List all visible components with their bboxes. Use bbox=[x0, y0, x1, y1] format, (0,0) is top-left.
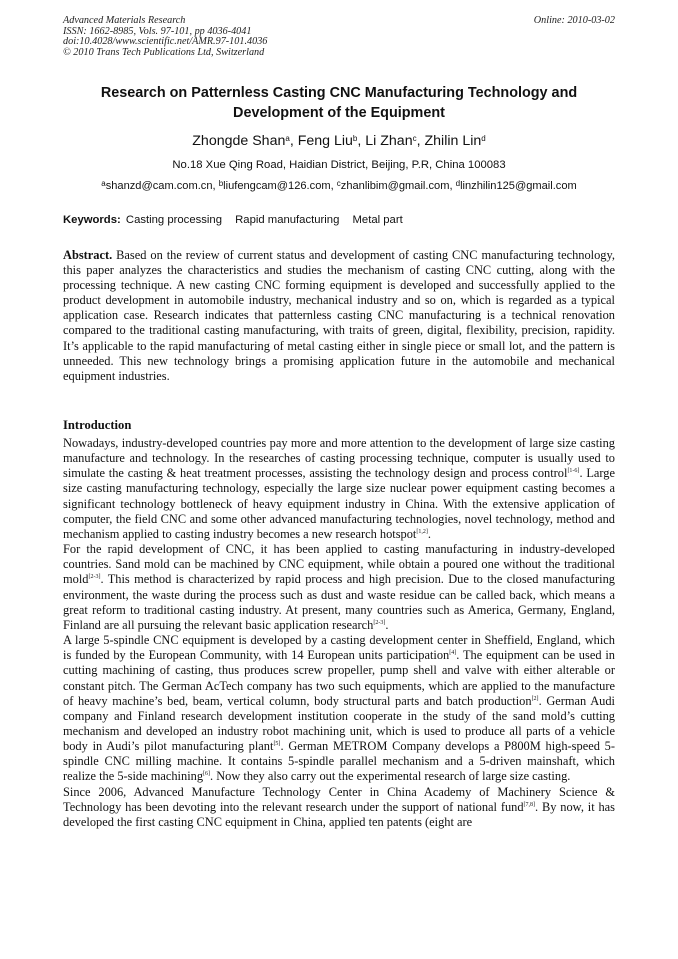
citation-ref[interactable]: [1-6] bbox=[567, 468, 580, 475]
body-paragraph bbox=[63, 785, 615, 830]
author-emails bbox=[63, 179, 615, 193]
email-link[interactable]: zhanlibim@gmail.com, bbox=[340, 180, 456, 192]
citation-ref[interactable]: [1,2] bbox=[416, 528, 428, 535]
keyword: Rapid manufacturing bbox=[235, 214, 340, 226]
body-text: . Now they also carry out the experimental research of large size casting. bbox=[210, 769, 571, 784]
journal-doi[interactable]: doi:10.4028/www.scientific.net/AMR.97-101.4036 bbox=[63, 36, 268, 48]
author-affiliation-mark: d bbox=[481, 134, 486, 143]
author-name: Zhilin Lin bbox=[424, 133, 482, 149]
citation-ref[interactable]: [4] bbox=[449, 650, 457, 657]
author-list bbox=[63, 132, 615, 150]
citation-ref[interactable]: [7,8] bbox=[523, 801, 536, 808]
citation-ref[interactable]: [6] bbox=[203, 771, 211, 778]
paper-title bbox=[63, 83, 615, 123]
author-name: Li Zhan bbox=[365, 133, 413, 149]
author-separator: , bbox=[357, 133, 366, 149]
body-text: . German METROM Company develops a P800M high-speed 5- spindle CNC milling machine. It contains 5-spindle parallel mechanism and a 5-driven mainshaft, which realize the 5-side machining bbox=[63, 739, 615, 784]
body-text: . This method is characterized by rapid process and high precision. Due to the closed manufacturing environment, the waste during the process such as dust and waste residue can be called back, which means a great reform to traditional casting industry. At present, many countries such as America, Germany, England, Finland are all pursuing the relevant basic application research bbox=[63, 572, 615, 632]
email-mark: d bbox=[455, 179, 461, 188]
keyword: Casting processing bbox=[125, 214, 222, 226]
email-link[interactable]: shanzd@cam.com.cn, bbox=[105, 180, 219, 192]
body-text: . bbox=[427, 526, 431, 541]
abstract bbox=[63, 248, 615, 384]
author-affiliation-mark: c bbox=[412, 134, 417, 143]
title-line-1: Research on Patternless Casting CNC Manufacturing Technology and bbox=[100, 85, 578, 101]
email-link[interactable]: liufengcam@126.com, bbox=[223, 180, 337, 192]
keywords-label: Keywords: bbox=[63, 214, 121, 226]
body-text: . Large size casting manufacturing technology, especially the large size nuclear power equipment casting becomes a significant technology bottleneck of heavy equipment industry in China. With the extensive application of computer, the field CNC and some other advanced manufacturing technologies, novel technology, method and mechanism applied to casting industry becomes a new research hotspot bbox=[63, 466, 615, 541]
author-name: Feng Liu bbox=[297, 133, 353, 149]
body-paragraph bbox=[63, 633, 615, 785]
author-separator: , bbox=[289, 133, 298, 149]
body-text: A large 5-spindle CNC equipment is developed by a casting development center in Sheffield, England, which is funded by the European Community, with 14 European units participation bbox=[63, 633, 615, 663]
section-heading-introduction: Introduction bbox=[63, 418, 132, 432]
body-text: . bbox=[385, 617, 389, 632]
journal-copyright: © 2010 Trans Tech Publications Ltd, Switzerland bbox=[63, 46, 265, 58]
citation-ref[interactable]: [5] bbox=[273, 741, 281, 748]
online-date: Online: 2010-03-02 bbox=[533, 15, 615, 26]
citation-ref[interactable]: [2] bbox=[531, 695, 539, 702]
introduction-body bbox=[63, 436, 615, 830]
abstract-text: Based on the review of current status and development of casting CNC manufacturing technology, this paper analyzes the characteristics and studies the mechanism of casting CNC cutting, along with the processing technique. A new casting CNC forming equipment is developed and successfully applied to the product development in automobile industry, mechanical industry and so on, which is regarded as a typical application case. Research indicates that patternless casting CNC manufacturing is a technical renovation compared to the traditional casting manufacturing, with traits of green, digital, flexibility, precision, rapidity. It’s applicable to the rapid manufacturing of metal casting either in single piece or small lot, and the pattern is unneeded. This new technology brings a promising application future in the automobile and mechanical equipment industries. bbox=[63, 248, 615, 383]
citation-ref[interactable]: [2-3] bbox=[373, 619, 386, 626]
body-text: Since 2006, Advanced Manufacture Technology Center in China Academy of Machinery Science & Technology has been devoting into the relevant research under the support of national fund bbox=[63, 784, 615, 814]
keywords-line bbox=[63, 213, 615, 227]
body-paragraph bbox=[63, 436, 615, 542]
citation-ref[interactable]: [2-3] bbox=[88, 574, 101, 581]
journal-issn: ISSN: 1662-8985, Vols. 97-101, pp 4036-4041 bbox=[63, 25, 252, 37]
journal-header bbox=[63, 16, 615, 58]
email-mark: c bbox=[336, 179, 341, 188]
body-text: . By now, it has developed the first casting CNC equipment in China, applied ten patents (eight are bbox=[63, 799, 615, 829]
email-mark: b bbox=[218, 179, 224, 188]
author-affiliation-mark: b bbox=[352, 134, 358, 143]
author-affiliation-mark: a bbox=[285, 134, 290, 143]
author-name: Zhongde Shan bbox=[192, 133, 286, 149]
affiliation-address: No.18 Xue Qing Road, Haidian District, Beijing, P.R, China 100083 bbox=[172, 159, 506, 171]
email-link[interactable]: linzhilin125@gmail.com bbox=[460, 180, 577, 192]
body-paragraph bbox=[63, 542, 615, 633]
body-text: Nowadays, industry-developed countries pay more and more attention to the development of large size casting manufacture and technology. In the researches of casting processing technique, computer is usually used to simulate the casting & heat treatment processes, assisting the technology design and process control bbox=[63, 436, 615, 481]
abstract-label: Abstract. bbox=[63, 248, 113, 262]
author-separator: , bbox=[416, 133, 425, 149]
body-text: . German Audi company and Finland research development institution cooperate in the study of the sand mold’s cutting mechanism and developed an industry robot machining unit, which is used to produce all parts of a vehicle body in Audi’s pilot manufacturing plant bbox=[63, 693, 615, 754]
body-text: For the rapid development of CNC, it has been applied to casting manufacturing in industry-developed countries. Sand mold can be machined by CNC equipment, while obtain a poured one without the traditional mold bbox=[63, 542, 615, 587]
journal-name: Advanced Materials Research bbox=[63, 15, 186, 26]
email-mark: a bbox=[101, 179, 106, 188]
body-text: . The equipment can be used in cutting machining of casting, thus produces screw propeller, pump shell and valve with either alterable or constant pitch. The German AcTech company has two such equipments, which are applied to the manufacture of heavy machine’s bed, beam, vertical column, body structural parts and batch production bbox=[63, 648, 616, 708]
keyword: Metal part bbox=[352, 214, 403, 226]
title-line-2: Development of the Equipment bbox=[233, 105, 445, 121]
